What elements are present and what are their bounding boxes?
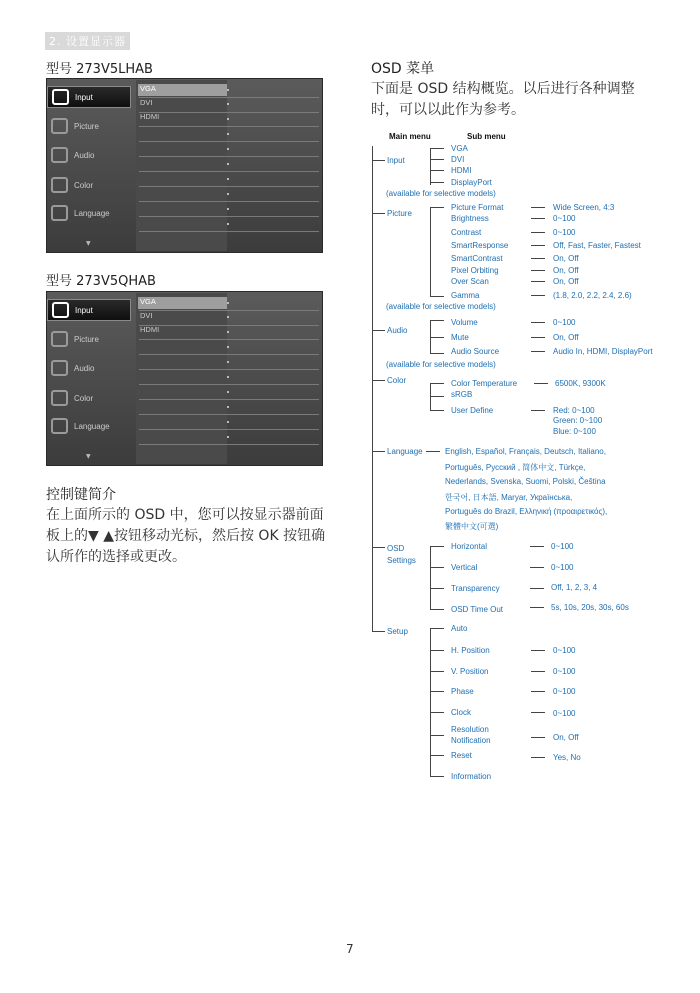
tree-sub: DVI	[451, 155, 465, 164]
tree-sub: Brightness	[451, 214, 489, 223]
tree-value: 0~100	[553, 646, 576, 655]
osd-item-audio: Audio	[47, 145, 131, 167]
tree-value: 0~100	[551, 563, 574, 572]
tree-main-audio: Audio	[387, 326, 408, 335]
scroll-down-icon: ▼	[86, 240, 91, 247]
tree-sub: Picture Format	[451, 203, 504, 212]
tree-sub: Volume	[451, 318, 478, 327]
tree-sub: Transparency	[451, 584, 500, 593]
tree-col-sub: Sub menu	[467, 132, 506, 141]
osd-item-picture: Picture	[47, 116, 131, 138]
tree-value: On, Off	[553, 277, 579, 286]
tree-value: 5s, 10s, 20s, 30s, 60s	[551, 603, 629, 612]
tree-value: On, Off	[553, 254, 579, 263]
tree-sub: SmartResponse	[451, 241, 509, 250]
tree-main-settings: Settings	[387, 556, 416, 565]
speaker-icon	[51, 360, 68, 376]
scroll-down-icon: ▼	[86, 453, 91, 460]
picture-icon	[51, 118, 68, 134]
tree-sub: sRGB	[451, 390, 473, 399]
tree-sub: Information	[451, 772, 492, 781]
model1-heading: 型号 273V5LHAB	[46, 62, 153, 77]
osd-menu-intro: 下面是 OSD 结构概览。以后进行各种调整时，可以以此作为参考。	[371, 81, 635, 118]
tree-note: (available for selective models)	[386, 360, 496, 369]
tree-main-input: Input	[387, 156, 405, 165]
tree-sub: Clock	[451, 708, 472, 717]
tree-value: Português do Brazil, Ελληνική (προαιρετικός),	[445, 507, 608, 516]
language-icon	[51, 205, 68, 221]
osd-item-input: Input	[47, 299, 131, 321]
tree-sub: VGA	[451, 144, 468, 153]
input-icon	[52, 89, 69, 105]
page-number: 7	[346, 942, 354, 956]
tree-value: Off, 1, 2, 3, 4	[551, 583, 598, 592]
tree-sub: Resolution	[451, 725, 489, 734]
tree-value: English, Español, Français, Deutsch, Italiano,	[445, 447, 606, 456]
tree-value: 繁體中文(可選)	[445, 522, 499, 531]
osd-screenshot-2	[46, 291, 323, 466]
speaker-icon	[51, 147, 68, 163]
tree-value: 0~100	[553, 687, 576, 696]
tree-main-osd: OSD	[387, 544, 405, 553]
input-icon	[52, 302, 69, 318]
tree-sub: Horizontal	[451, 542, 488, 551]
tree-value: 0~100	[551, 542, 574, 551]
tree-sub: H. Position	[451, 646, 490, 655]
tree-value: 0~100	[553, 214, 576, 223]
osd-item-picture: Picture	[47, 329, 131, 351]
tree-value: Green: 0~100	[553, 416, 603, 425]
osd-sub-hdmi: HDMI	[140, 112, 160, 121]
tree-value: (1.8, 2.0, 2.2, 2.4, 2.6)	[553, 291, 632, 300]
controls-heading: 控制键简介	[46, 487, 116, 503]
osd-item-language: Language	[47, 203, 131, 225]
osd-item-color: Color	[47, 175, 131, 197]
osd-item-input: Input	[47, 86, 131, 108]
osd-item-color: Color	[47, 388, 131, 410]
osd-screenshot-1	[46, 78, 323, 253]
tree-sub: Over Scan	[451, 277, 489, 286]
tree-sub: Phase	[451, 687, 474, 696]
tree-sub: Contrast	[451, 228, 482, 237]
chapter-tab: 2. 设置显示器	[45, 32, 130, 50]
tree-value: On, Off	[553, 733, 579, 742]
tree-value: Audio In, HDMI, DisplayPort	[553, 347, 653, 356]
tree-value: 6500K, 9300K	[555, 379, 606, 388]
tree-value: Português, Русский , 简体中文, Türkçe,	[445, 463, 586, 472]
tree-sub: V. Position	[451, 667, 489, 676]
tree-sub: HDMI	[451, 166, 472, 175]
tree-note: (available for selective models)	[386, 189, 496, 198]
tree-main-color: Color	[387, 376, 407, 385]
tree-sub: OSD Time Out	[451, 605, 504, 614]
tree-note: (available for selective models)	[386, 302, 496, 311]
tree-sub: Mute	[451, 333, 469, 342]
osd-sub-dvi: DVI	[140, 98, 153, 107]
osd-sub-vga: VGA	[138, 84, 227, 96]
tree-sub: Audio Source	[451, 347, 500, 356]
color-icon	[51, 177, 68, 193]
tree-value: 0~100	[553, 228, 576, 237]
tree-sub: Gamma	[451, 291, 480, 300]
osd-sub-dvi: DVI	[140, 311, 153, 320]
tree-main-language: Language	[387, 447, 423, 456]
controls-body: 在上面所示的 OSD 中，您可以按显示器前面板上的▼ ▲按钮移动光标，然后按 OK 按钮确认所作的选择或更改。	[46, 507, 326, 565]
tree-value: Blue: 0~100	[553, 427, 596, 436]
tree-value: Off, Fast, Faster, Fastest	[553, 241, 641, 250]
tree-value: 한국어, 日本語, Maryar, Українська,	[445, 493, 573, 502]
tree-main-picture: Picture	[387, 209, 412, 218]
osd-item-language: Language	[47, 416, 131, 438]
tree-sub: Notification	[451, 736, 491, 745]
tree-sub: Pixel Orbiting	[451, 266, 499, 275]
tree-value: 0~100	[553, 709, 576, 718]
tree-value: Nederlands, Svenska, Suomi, Polski, Čeština	[445, 477, 606, 486]
language-icon	[51, 418, 68, 434]
picture-icon	[51, 331, 68, 347]
tree-value: Wide Screen, 4:3	[553, 203, 615, 212]
osd-sub-vga: VGA	[138, 297, 227, 309]
tree-sub: Color Temperature	[451, 379, 518, 388]
osd-menu-heading: OSD 菜单	[371, 61, 435, 77]
osd-item-audio: Audio	[47, 358, 131, 380]
tree-main-setup: Setup	[387, 627, 408, 636]
tree-sub: Auto	[451, 624, 468, 633]
tree-sub: User Define	[451, 406, 494, 415]
tree-value: 0~100	[553, 667, 576, 676]
tree-value: Red: 0~100	[553, 406, 595, 415]
color-icon	[51, 390, 68, 406]
tree-value: 0~100	[553, 318, 576, 327]
osd-sub-hdmi: HDMI	[140, 325, 160, 334]
tree-value: On, Off	[553, 333, 579, 342]
tree-sub: Vertical	[451, 563, 478, 572]
tree-sub: Reset	[451, 751, 472, 760]
tree-sub: DisplayPort	[451, 178, 492, 187]
tree-col-main: Main menu	[389, 132, 431, 141]
tree-value: On, Off	[553, 266, 579, 275]
tree-value: Yes, No	[553, 753, 581, 762]
tree-sub: SmartContrast	[451, 254, 503, 263]
model2-heading: 型号 273V5QHAB	[46, 274, 156, 289]
